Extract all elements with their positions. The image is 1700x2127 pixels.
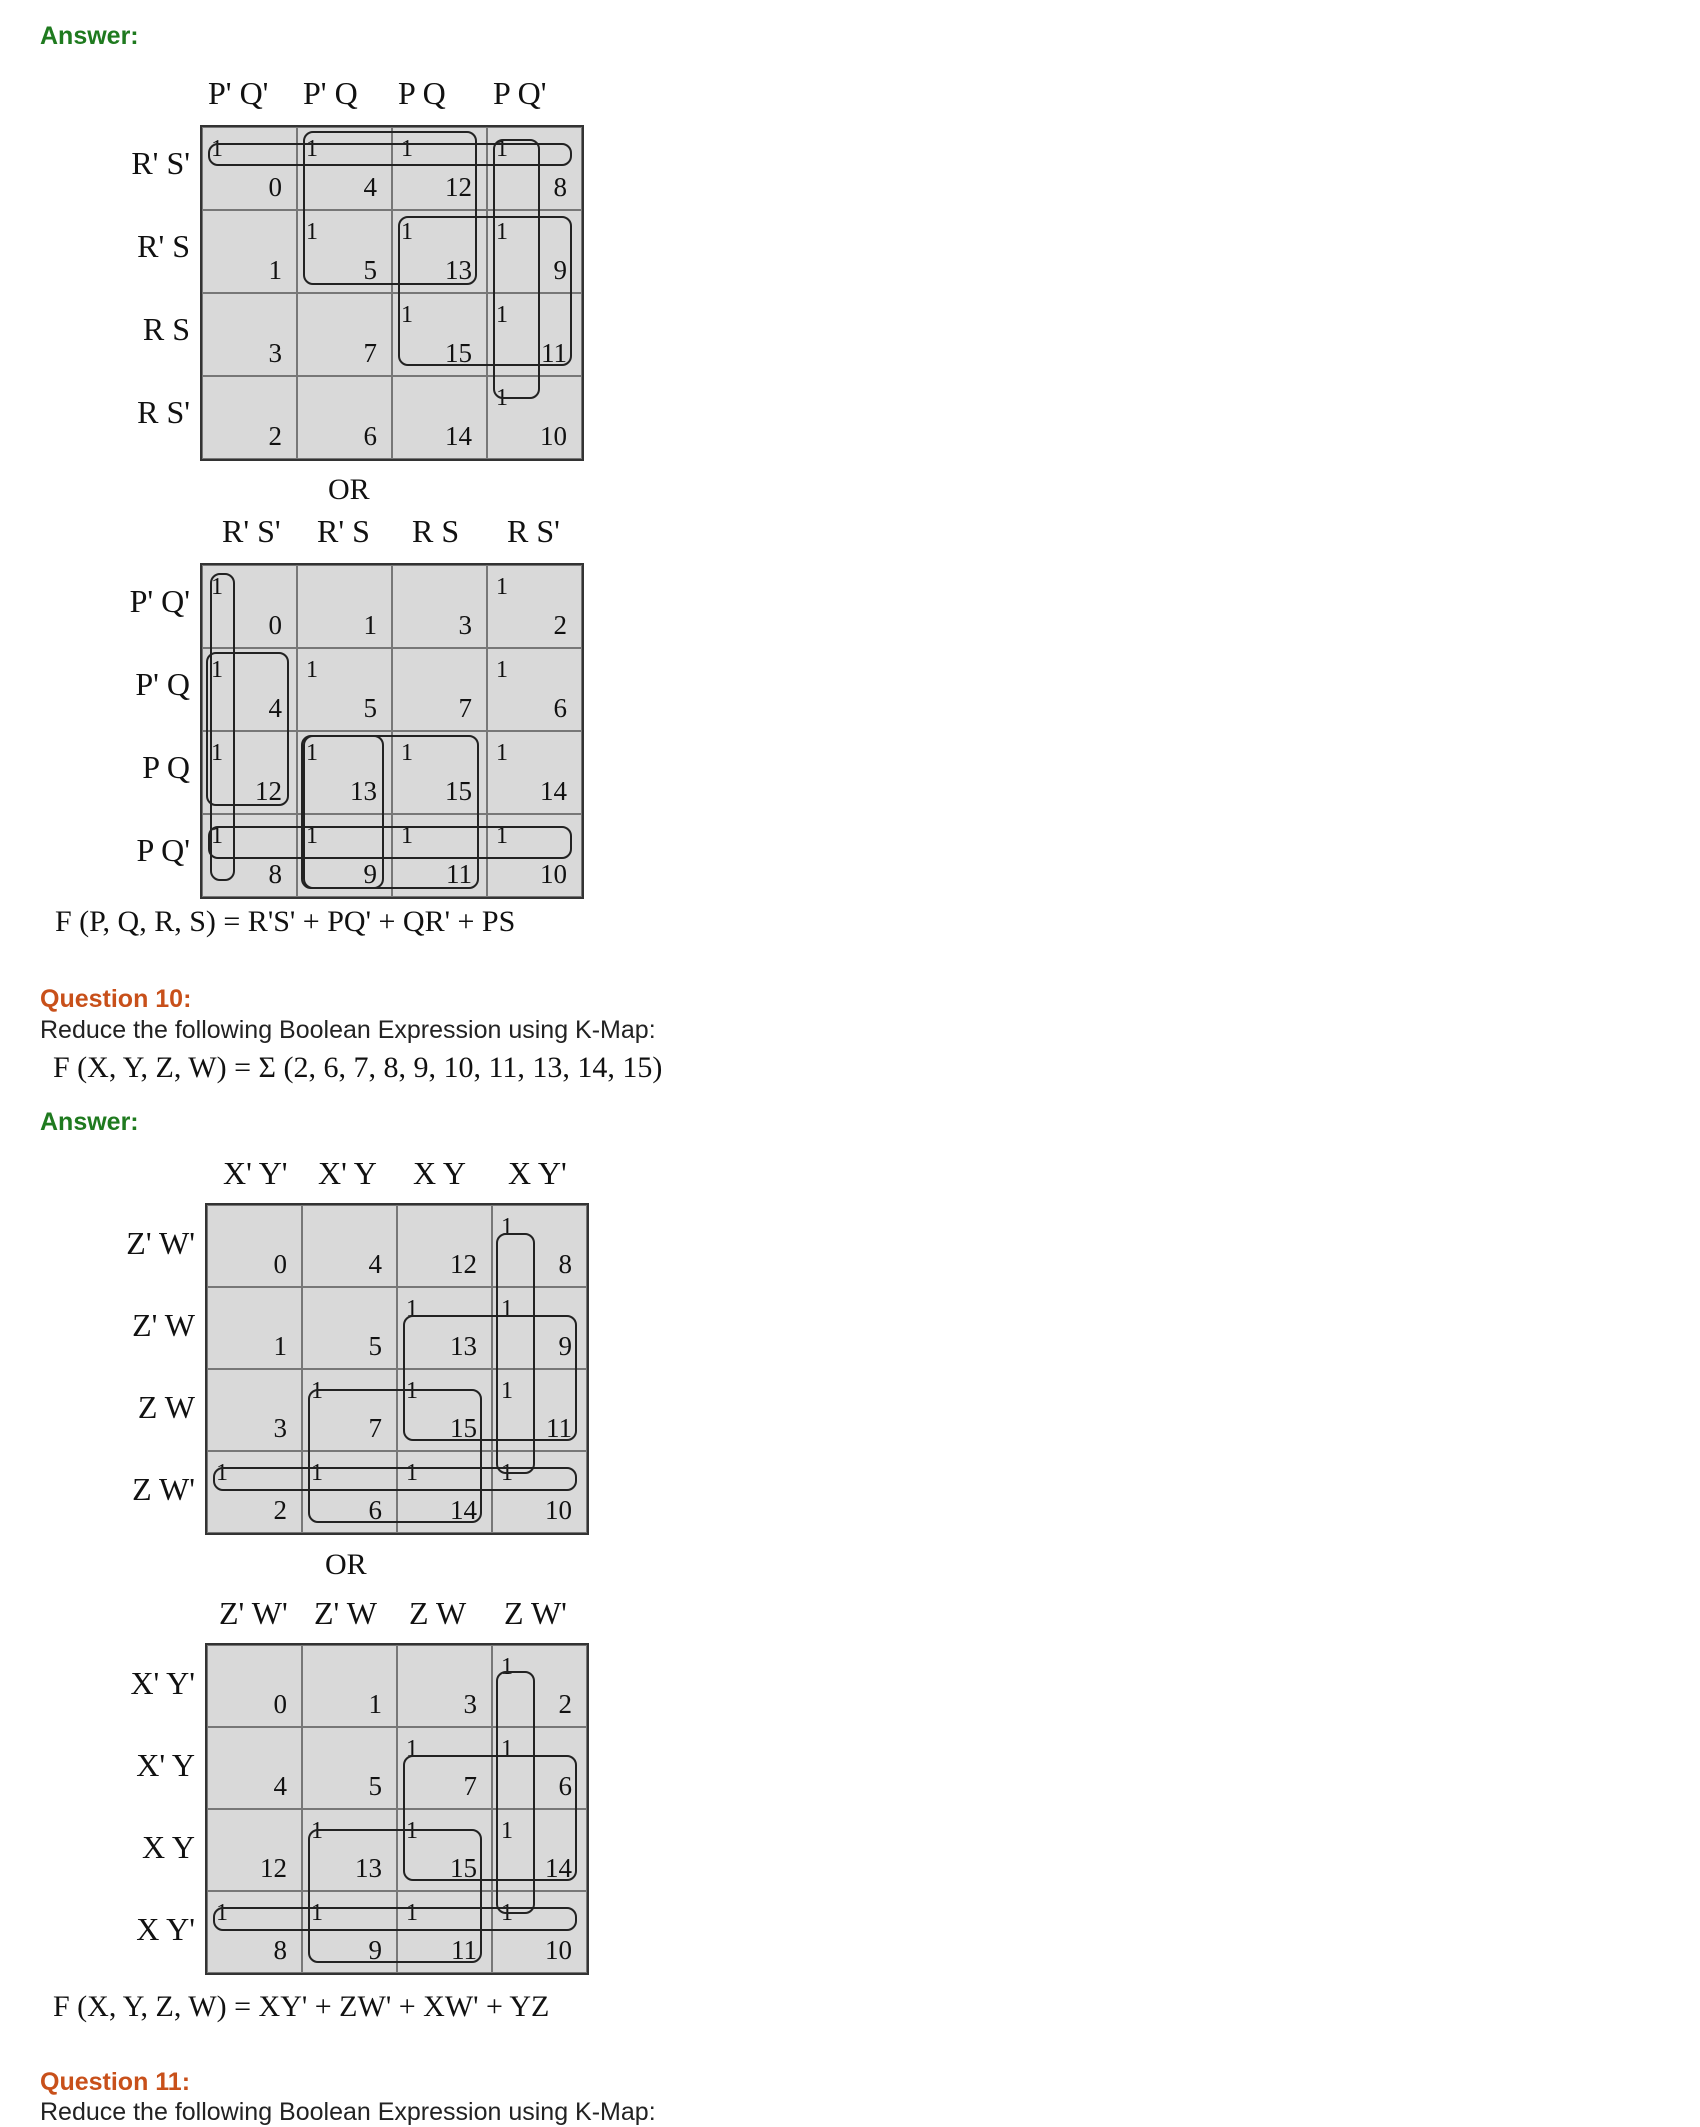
kmap-col-header: P Q' bbox=[493, 75, 547, 111]
kmap-cell-index: 7 bbox=[368, 1413, 382, 1443]
kmap-row-header: X Y bbox=[141, 1829, 195, 1865]
kmap-cell-one: 1 bbox=[216, 1900, 228, 1926]
kmap-cell bbox=[297, 293, 392, 376]
kmap-cell-index: 0 bbox=[273, 1249, 287, 1279]
kmap-cell-one: 1 bbox=[211, 136, 223, 162]
kmap-cell-index: 6 bbox=[558, 1771, 572, 1801]
kmap-cell bbox=[487, 731, 582, 814]
kmap-cell-index: 0 bbox=[273, 1689, 287, 1719]
kmap-cell-index: 12 bbox=[450, 1249, 477, 1279]
kmap-cell-one: 1 bbox=[501, 1900, 513, 1926]
kmap-cell bbox=[487, 648, 582, 731]
kmap-col-header: R' S bbox=[317, 513, 370, 549]
kmap-row-header: X' Y bbox=[136, 1747, 195, 1783]
question-label: Question 11: bbox=[40, 2068, 191, 2096]
kmap-cell-one: 1 bbox=[211, 823, 223, 849]
kmap-col-header: Z W bbox=[409, 1595, 467, 1631]
answer-label: Answer: bbox=[40, 22, 139, 50]
kmap-cell-one: 1 bbox=[306, 219, 318, 245]
kmap-cell-index: 15 bbox=[445, 776, 472, 806]
kmap-cell bbox=[202, 376, 297, 459]
question-text: Reduce the following Boolean Expression using K-Map: bbox=[40, 1016, 656, 1044]
kmap-cell-one: 1 bbox=[306, 740, 318, 766]
kmap-cell-index: 10 bbox=[545, 1495, 572, 1525]
kmap-cell-index: 5 bbox=[363, 255, 377, 285]
kmap-col-header: R S bbox=[412, 513, 460, 549]
kmap-col-header: X Y bbox=[413, 1155, 467, 1191]
kmap-cell-index: 4 bbox=[268, 693, 282, 723]
kmap-cell bbox=[397, 1205, 492, 1287]
kmap-cell-one: 1 bbox=[306, 136, 318, 162]
kmap-col-header: Z W' bbox=[504, 1595, 567, 1631]
kmap-group-loop bbox=[398, 216, 572, 366]
kmap-cell-index: 14 bbox=[545, 1853, 572, 1883]
kmap-row-header: R' S bbox=[137, 228, 190, 264]
kmap-cell-one: 1 bbox=[501, 1378, 513, 1404]
kmap-cell bbox=[302, 1205, 397, 1287]
kmap-col-header: Z' W' bbox=[219, 1595, 288, 1631]
kmap-cell-index: 7 bbox=[363, 338, 377, 368]
kmap-cell-one: 1 bbox=[406, 1460, 418, 1486]
kmap-cell-one: 1 bbox=[501, 1736, 513, 1762]
kmap-group-loop bbox=[308, 1389, 482, 1523]
kmap-cell-index: 11 bbox=[546, 1413, 572, 1443]
kmap-cell-index: 14 bbox=[450, 1495, 477, 1525]
kmap-cell bbox=[487, 565, 582, 648]
kmap-cell-one: 1 bbox=[501, 1296, 513, 1322]
kmap-cell-one: 1 bbox=[406, 1736, 418, 1762]
kmap-cell-index: 11 bbox=[446, 859, 472, 889]
kmap-cell-index: 4 bbox=[273, 1771, 287, 1801]
kmap-cell-one: 1 bbox=[306, 823, 318, 849]
kmap-cell-index: 10 bbox=[545, 1935, 572, 1965]
kmap-group-loop bbox=[308, 1829, 482, 1963]
kmap-cell bbox=[202, 210, 297, 293]
kmap-cell-index: 10 bbox=[540, 859, 567, 889]
kmap-cell bbox=[302, 1287, 397, 1369]
kmap-cell bbox=[202, 127, 297, 210]
result-expression: F (P, Q, R, S) = R'S' + PQ' + QR' + PS bbox=[55, 905, 516, 938]
kmap-cell-index: 7 bbox=[458, 693, 472, 723]
kmap-col-header: P' Q' bbox=[208, 75, 269, 111]
kmap-cell-one: 1 bbox=[311, 1460, 323, 1486]
kmap-cell bbox=[207, 1727, 302, 1809]
kmap-cell-one: 1 bbox=[501, 1460, 513, 1486]
kmap-cell-one: 1 bbox=[401, 823, 413, 849]
kmap-cell-index: 9 bbox=[368, 1935, 382, 1965]
kmap-cell-index: 9 bbox=[553, 255, 567, 285]
kmap-cell-one: 1 bbox=[311, 1818, 323, 1844]
kmap-col-header: R' S' bbox=[222, 513, 281, 549]
kmap-cell bbox=[392, 376, 487, 459]
kmap-cell-index: 13 bbox=[350, 776, 377, 806]
kmap-cell-index: 13 bbox=[355, 1853, 382, 1883]
kmap-row-header: Z' W bbox=[132, 1307, 195, 1343]
kmap-cell-index: 7 bbox=[463, 1771, 477, 1801]
kmap-cell-one: 1 bbox=[496, 574, 508, 600]
kmap-cell-one: 1 bbox=[311, 1900, 323, 1926]
question-label: Question 10: bbox=[40, 985, 192, 1013]
kmap-cell-index: 3 bbox=[463, 1689, 477, 1719]
kmap-cell-one: 1 bbox=[406, 1818, 418, 1844]
kmap-cell-index: 13 bbox=[445, 255, 472, 285]
kmap-cell-one: 1 bbox=[501, 1818, 513, 1844]
kmap-cell-one: 1 bbox=[406, 1296, 418, 1322]
kmap-cell bbox=[207, 1287, 302, 1369]
kmap-row-header: X Y' bbox=[136, 1911, 195, 1947]
kmap-row-header: R S' bbox=[137, 394, 190, 430]
kmap-cell-index: 0 bbox=[268, 610, 282, 640]
kmap-row-header: P Q' bbox=[136, 832, 190, 868]
kmap-cell-one: 1 bbox=[311, 1378, 323, 1404]
result-expression: F (X, Y, Z, W) = XY' + ZW' + XW' + YZ bbox=[53, 1990, 550, 2023]
kmap-cell-index: 15 bbox=[450, 1413, 477, 1443]
kmap-cell-one: 1 bbox=[401, 740, 413, 766]
kmap-cell-one: 1 bbox=[306, 657, 318, 683]
kmap-cell-index: 8 bbox=[558, 1249, 572, 1279]
kmap-cell-index: 3 bbox=[268, 338, 282, 368]
kmap-cell-index: 14 bbox=[445, 421, 472, 451]
question-text: Reduce the following Boolean Expression using K-Map: bbox=[40, 2098, 656, 2126]
kmap-cell-index: 4 bbox=[368, 1249, 382, 1279]
kmap-cell bbox=[207, 1809, 302, 1891]
kmap-col-header: P' Q bbox=[303, 75, 358, 111]
kmap-group-loop bbox=[493, 139, 540, 399]
kmap-group-loop bbox=[206, 652, 289, 806]
kmap-cell-index: 3 bbox=[458, 610, 472, 640]
kmap-cell-index: 8 bbox=[268, 859, 282, 889]
kmap-cell-index: 13 bbox=[450, 1331, 477, 1361]
kmap-cell-index: 2 bbox=[273, 1495, 287, 1525]
kmap-col-header: X' Y' bbox=[223, 1155, 288, 1191]
kmap-col-header: X' Y bbox=[318, 1155, 377, 1191]
kmap-cell bbox=[392, 565, 487, 648]
kmap-group-loop bbox=[213, 1907, 577, 1931]
kmap-cell-index: 2 bbox=[553, 610, 567, 640]
kmap-cell-index: 5 bbox=[363, 693, 377, 723]
kmap-cell-one: 1 bbox=[401, 302, 413, 328]
kmap-row-header: R' S' bbox=[131, 145, 190, 181]
kmap-cell-index: 1 bbox=[368, 1689, 382, 1719]
or-label: OR bbox=[325, 1548, 367, 1581]
kmap-cell-index: 4 bbox=[363, 172, 377, 202]
kmap-cell bbox=[207, 1205, 302, 1287]
kmap-cell-index: 2 bbox=[268, 421, 282, 451]
kmap-cell-one: 1 bbox=[496, 385, 508, 411]
kmap-cell-one: 1 bbox=[496, 657, 508, 683]
kmap-cell bbox=[392, 648, 487, 731]
kmap-cell-one: 1 bbox=[501, 1654, 513, 1680]
kmap-cell-one: 1 bbox=[401, 219, 413, 245]
kmap-row-header: P' Q' bbox=[129, 583, 190, 619]
answer-label: Answer: bbox=[40, 1108, 139, 1136]
question-expression: F (X, Y, Z, W) = Σ (2, 6, 7, 8, 9, 10, 11, 13, 14, 15) bbox=[53, 1051, 663, 1084]
kmap-cell bbox=[202, 293, 297, 376]
kmap-cell-one: 1 bbox=[211, 574, 223, 600]
kmap-cell-index: 12 bbox=[260, 1853, 287, 1883]
kmap-cell bbox=[297, 376, 392, 459]
kmap-col-header: P Q bbox=[398, 75, 446, 111]
kmap-cell-index: 1 bbox=[363, 610, 377, 640]
kmap-cell-one: 1 bbox=[496, 740, 508, 766]
kmap-col-header: R S' bbox=[507, 513, 560, 549]
kmap-row-header: Z W' bbox=[132, 1471, 195, 1507]
kmap-cell bbox=[302, 1727, 397, 1809]
kmap-cell-one: 1 bbox=[496, 302, 508, 328]
kmap-row-header: P Q bbox=[142, 749, 190, 785]
kmap-row-header: P' Q bbox=[135, 666, 190, 702]
kmap-cell-index: 6 bbox=[368, 1495, 382, 1525]
kmap-cell-index: 11 bbox=[541, 338, 567, 368]
kmap-row-header: R S bbox=[142, 311, 190, 347]
kmap-cell-index: 2 bbox=[558, 1689, 572, 1719]
kmap-cell bbox=[302, 1645, 397, 1727]
kmap-row-header: Z W bbox=[137, 1389, 195, 1425]
kmap-cell-one: 1 bbox=[211, 740, 223, 766]
kmap-cell-one: 1 bbox=[401, 136, 413, 162]
kmap-cell-index: 14 bbox=[540, 776, 567, 806]
kmap-cell-one: 1 bbox=[496, 136, 508, 162]
kmap-cell-index: 15 bbox=[445, 338, 472, 368]
kmap-col-header: X Y' bbox=[508, 1155, 567, 1191]
kmap-cell-index: 11 bbox=[451, 1935, 477, 1965]
kmap-cell-index: 5 bbox=[368, 1771, 382, 1801]
kmap-row-header: X' Y' bbox=[130, 1665, 195, 1701]
kmap-cell bbox=[207, 1891, 302, 1973]
kmap-cell-index: 9 bbox=[363, 859, 377, 889]
kmap-cell-index: 6 bbox=[553, 693, 567, 723]
kmap-cell bbox=[207, 1451, 302, 1533]
kmap-cell-one: 1 bbox=[501, 1214, 513, 1240]
kmap-cell-index: 12 bbox=[445, 172, 472, 202]
kmap-cell-one: 1 bbox=[406, 1378, 418, 1404]
kmap-group-loop bbox=[213, 1467, 577, 1491]
kmap-cell-one: 1 bbox=[406, 1900, 418, 1926]
kmap-cell bbox=[297, 648, 392, 731]
or-label: OR bbox=[328, 473, 370, 506]
kmap-cell-index: 0 bbox=[268, 172, 282, 202]
kmap-cell bbox=[207, 1369, 302, 1451]
kmap-cell-index: 6 bbox=[363, 421, 377, 451]
kmap-col-header: Z' W bbox=[314, 1595, 377, 1631]
kmap-cell-index: 15 bbox=[450, 1853, 477, 1883]
kmap-row-header: Z' W' bbox=[126, 1225, 195, 1261]
kmap-cell-index: 9 bbox=[558, 1331, 572, 1361]
kmap-cell-one: 1 bbox=[496, 219, 508, 245]
kmap-cell bbox=[297, 565, 392, 648]
kmap-cell bbox=[207, 1645, 302, 1727]
kmap-cell-one: 1 bbox=[211, 657, 223, 683]
kmap-cell-index: 1 bbox=[273, 1331, 287, 1361]
kmap-cell-index: 10 bbox=[540, 421, 567, 451]
kmap-cell bbox=[397, 1645, 492, 1727]
kmap-cell-index: 12 bbox=[255, 776, 282, 806]
kmap-cell-index: 8 bbox=[553, 172, 567, 202]
kmap-cell-index: 8 bbox=[273, 1935, 287, 1965]
kmap-group-loop bbox=[303, 735, 479, 889]
kmap-cell-index: 1 bbox=[268, 255, 282, 285]
kmap-cell-one: 1 bbox=[216, 1460, 228, 1486]
kmap-cell-index: 5 bbox=[368, 1331, 382, 1361]
kmap-cell-index: 3 bbox=[273, 1413, 287, 1443]
kmap-cell-one: 1 bbox=[496, 823, 508, 849]
